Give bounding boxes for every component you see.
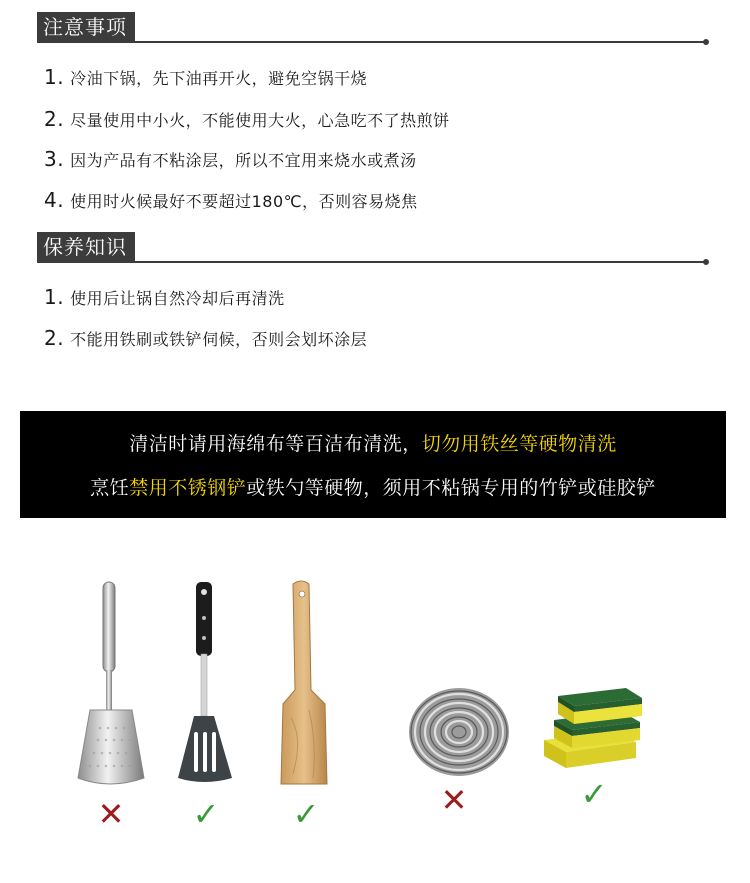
- item-text: 因为产品有不粘涂层，所以不宜用来烧水或煮汤: [70, 151, 417, 170]
- maintenance-title: 保养知识: [37, 232, 135, 262]
- banner-line-2: [20, 473, 726, 500]
- item-number: 2.: [44, 107, 65, 131]
- precaution-item-4: [44, 190, 418, 212]
- item-number: 3.: [44, 147, 65, 171]
- maintenance-rule-dot: [703, 259, 709, 265]
- banner-line-2-highlight: 禁用不锈钢铲: [129, 477, 247, 499]
- check-mark-icon: ✓: [292, 795, 320, 833]
- stainless-steel-turner-image: [70, 578, 150, 790]
- maintenance-header: [37, 232, 711, 262]
- banner-line-1-highlight: 切勿用铁丝等硬物清洗: [421, 433, 617, 455]
- precautions-title: 注意事项: [37, 12, 135, 42]
- item-number: 2.: [44, 326, 65, 350]
- item-text: 使用后让锅自然冷却后再清洗: [70, 289, 285, 308]
- precaution-item-3: [44, 149, 417, 171]
- maintenance-item-2: [44, 328, 367, 350]
- cross-mark-icon: ✕: [440, 781, 468, 819]
- precaution-item-2: [44, 109, 450, 131]
- banner-line-2-text-a: 烹饪: [90, 477, 130, 499]
- item-text: 尽量使用中小火，不能使用大火，心急吃不了热煎饼: [70, 111, 450, 130]
- item-number: 1.: [44, 285, 65, 309]
- item-text: 不能用铁刷或铁铲伺候，否则会划坏涂层: [70, 330, 368, 349]
- maintenance-item-1: [44, 287, 285, 309]
- banner-line-1-text: 清洁时请用海绵布等百洁布清洗，: [129, 433, 422, 455]
- wooden-spatula-image: [273, 578, 343, 790]
- item-number: 4.: [44, 188, 65, 212]
- item-text: 使用时火候最好不要超过180℃，否则容易烧焦: [70, 192, 418, 211]
- banner-line-2-text-b: 或铁勺等硬物，须用不粘锅专用的竹铲或硅胶铲: [246, 477, 656, 499]
- maintenance-rule: [37, 261, 705, 263]
- check-mark-icon: ✓: [192, 795, 220, 833]
- cleaning-banner: [20, 411, 726, 518]
- check-mark-icon: ✓: [580, 775, 608, 813]
- steel-wool-ball-image: [404, 680, 514, 780]
- banner-line-1: [20, 429, 726, 456]
- sponge-scrubbers-image: [540, 684, 644, 772]
- cross-mark-icon: ✕: [97, 795, 125, 833]
- precautions-rule-dot: [703, 39, 709, 45]
- item-number: 1.: [44, 65, 65, 89]
- precautions-header: [37, 12, 711, 42]
- item-text: 冷油下锅，先下油再开火，避免空锅干烧: [70, 69, 368, 88]
- precautions-rule: [37, 41, 705, 43]
- precaution-item-1: [44, 67, 367, 89]
- nylon-slotted-turner-image: [172, 578, 242, 790]
